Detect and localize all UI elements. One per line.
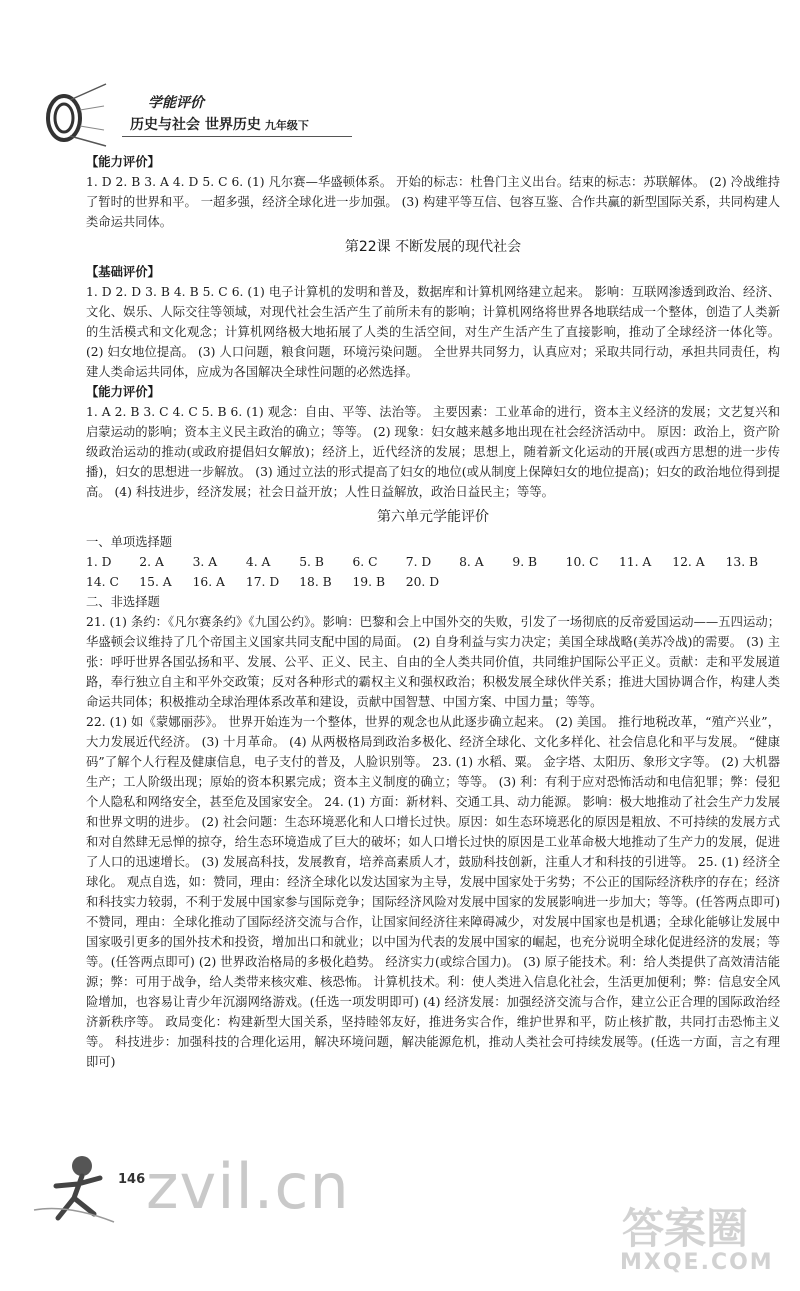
- mc-answer: 5. B: [299, 555, 324, 569]
- mc-answer: 4. A: [245, 555, 271, 569]
- header-subtitle: 学能评价: [148, 95, 204, 111]
- basic-eval-label: 【基础评价】: [86, 264, 160, 279]
- header-divider: [122, 136, 352, 137]
- page-header: [40, 72, 380, 152]
- header-title: [130, 114, 309, 134]
- mc-answer: 15. A: [139, 575, 172, 589]
- mc-answer: 13. B: [725, 555, 759, 569]
- mc-answer: 20. D: [405, 575, 440, 589]
- mc-answer: 11. A: [618, 555, 652, 569]
- answer-paragraph: 22. (1) 如《蒙娜丽莎》。 世界开始连为一个整体，世界的观念也从此逐步确立起来。 (2) 美国。 推行地税改革，“殖产兴业”，大力发展近代经济。 (3) 十月革命。 (4) 从两极格局到政治多极化、经济全球化、文化多样化、社会信息化和平与发展。 “健康码”了解个人行程及健康信息，电子支付的普及，人脸识别等。 23. (1) 水稻、粟。 金字塔、太阳历、象形文字等。 (2) 大机器生产；工人阶级出现；原始的资本积累完成；资本主义制度的确立；等等。 (3) 利：有利于应对恐怖活动和电信犯罪；弊：侵犯个人隐私和网络安全，甚至危及国家安全。 24. (1) 方面：新材料、交通工具、动力能源。 影响：极大地推动了社会生产力发展和世界文明的进步。 (2) 社会问题：生态环境恶化和人口增长过快。原因：如生态环境恶化的原因是粗放、不可持续的发展方式和对自然肆无忌惮的掠夺，给生态环境造成了巨大的破坏；如人口增长过快的原因是工业革命极大地推动了生产力的发展，促进了人口的迅速增长。 (3) 发展高科技，发展教育，培养高素质人才，鼓励科技创新，注重人才和科技的引进等。 25. (1) 经济全球化。 观点自选，如：赞同，理由：经济全球化以发达国家为主导，发展中国家处于劣势；不公正的国际经济秩序的存在；经济和科技实力较弱，不利于发展中国家参与国际竞争；国际经济风险对发展中国家的发展影响进一步加大；等等。(任答两点即可) 不赞同，理由：全球化推动了国际经济交流与合作，让国家间经济往来障碍减少，对发展中国家也是机遇；全球化能够让发展中国家吸引更多的国外技术和投资，增加出口和就业；以中国为代表的发展中国家的崛起，也充分说明全球化促进经济的发展；等等。(任答两点即可) (2) 世界政治格局的多极化趋势。 经济实力(或综合国力)。 (3) 原子能技术。利：给人类提供了高效清洁能源；弊：可用于战争，给人类带来核灾难、核恐怖。 计算机技术。利：使人类进入信息化社会，生活更加便利；弊：信息安全风险增加，也容易让青少年沉溺网络游戏。(任选一项发明即可) (4) 经济发展：加强经济交流与合作，建立公正合理的国际政治经济新秩序等。 政局变化：构建新型大国关系，坚持睦邻友好，推进务实合作，维护世界和平，防止核扩散，共同打击恐怖主义等。 科技进步：加强科技的合理化运用，解决环境问题，解决能源危机，推动人类社会可持续发展等。(任选一方面，言之有理即可): [86, 715, 780, 1069]
- ability-eval-label: 【能力评价】: [86, 154, 160, 169]
- mc-answer: 7. D: [405, 555, 432, 569]
- page-number: 146: [118, 1172, 146, 1187]
- mc-answer: 16. A: [192, 575, 225, 589]
- answer-content: [86, 152, 780, 1072]
- watermark-domain: MXQE.COM: [620, 1250, 774, 1275]
- single-choice-label: 一、单项选择题: [86, 535, 173, 549]
- header-book-title: 历史与社会 世界历史: [130, 117, 261, 133]
- mc-answer: 10. C: [565, 555, 599, 569]
- unit-6-title: 第六单元学能评价: [377, 509, 489, 525]
- header-grade: 九年级下: [264, 119, 309, 132]
- mc-answer: 2. A: [139, 555, 164, 569]
- single-choice-answers: [86, 552, 780, 592]
- megaphone-logo-icon: [40, 80, 110, 150]
- mc-answer: 14. C: [86, 575, 119, 589]
- mc-answer: 6. C: [352, 555, 378, 569]
- mc-answer: 8. A: [459, 555, 484, 569]
- watermark-brand: 答案圈: [622, 1204, 749, 1253]
- mc-answer: 12. A: [672, 555, 705, 569]
- mc-answer: 18. B: [299, 575, 332, 589]
- watermark-site: zvil.cn: [146, 1150, 350, 1223]
- non-choice-label: 二、非选择题: [86, 595, 160, 609]
- mc-answer: 9. B: [512, 555, 538, 569]
- mc-answer: 19. B: [352, 575, 385, 589]
- mc-answer: 1. D: [86, 555, 112, 569]
- lesson-22-title: 第22课 不断发展的现代社会: [344, 239, 522, 255]
- answer-paragraph: 21. (1) 条约：《凡尔赛条约》《九国公约》。影响：巴黎和会上中国外交的失败，引发了一场彻底的反帝爱国运动——五四运动；华盛顿会议维持了几个帝国主义国家共同支配中国的局面。 (2) 自身利益与实力决定；美国全球战略(美苏冷战)的需要。 (3) 主张：呼吁世界各国弘扬和平、发展、公平、正义、民主、自由的全人类共同价值，共同维护国际公平正义。贡献：走和平发展道路，奉行独立自主和平外交政策；反对各种形式的霸权主义和强权政治；积极发展全球伙伴关系；推进大国协调合作，构建人类命运共同体；积极推动全球治理体系改革和建设，贡献中国智慧、中国方案、中国力量；等等。: [86, 615, 780, 709]
- answer-paragraph: 1. D 2. B 3. A 4. D 5. C 6. (1) 凡尔赛—华盛顿体系。 开始的标志：杜鲁门主义出台。结束的标志：苏联解体。 (2) 冷战维持了暂时的世界和平。 一超多强，经济全球化进一步加强。 (3) 构建平等互信、包容互鉴、合作共赢的新型国际关系，共同构建人类命运共同体。: [86, 175, 780, 229]
- answer-paragraph: 1. A 2. B 3. C 4. C 5. B 6. (1) 观念：自由、平等、法治等。 主要因素：工业革命的进行，资本主义经济的发展；文艺复兴和启蒙运动的影响；资本主义民主政治的确立；等等。 (2) 现象：妇女越来越多地出现在社会经济活动中。 原因：政治上，资产阶级政治运动的推动(或政府提倡妇女解放)；经济上，近代经济的发展；思想上，随着新文化运动的开展(或西方思想的进一步传播)，妇女的思想进一步解放。 (3) 通过立法的形式提高了妇女的地位(或从制度上保障妇女的地位提高)；妇女的政治地位得到提高。 (4) 科技进步，经济发展；社会日益开放；人性日益解放，政治日益民主；等等。: [86, 405, 780, 499]
- mc-answer: 17. D: [245, 575, 280, 589]
- running-figure-icon: [28, 1148, 138, 1226]
- ability-eval-label: 【能力评价】: [86, 384, 160, 399]
- answer-paragraph: 1. D 2. D 3. B 4. B 5. C 6. (1) 电子计算机的发明和普及，数据库和计算机网络建立起来。 影响：互联网渗透到政治、经济、文化、娱乐、人际交往等领域，对现代社会生活产生了前所未有的影响；计算机网络将世界各地联结成一个整体，创造了人类新的生活模式和文化观念；计算机网络极大地拓展了人类的生活空间，对生产生活产生了直接影响，推动了全球经济一体化等。 (2) 妇女地位提高。 (3) 人口问题，粮食问题，环境污染问题。 全世界共同努力，认真应对；采取共同行动，承担共同责任，构建人类命运共同体，应成为各国解决全球性问题的必然选择。: [86, 285, 780, 379]
- mc-answer: 3. A: [192, 555, 218, 569]
